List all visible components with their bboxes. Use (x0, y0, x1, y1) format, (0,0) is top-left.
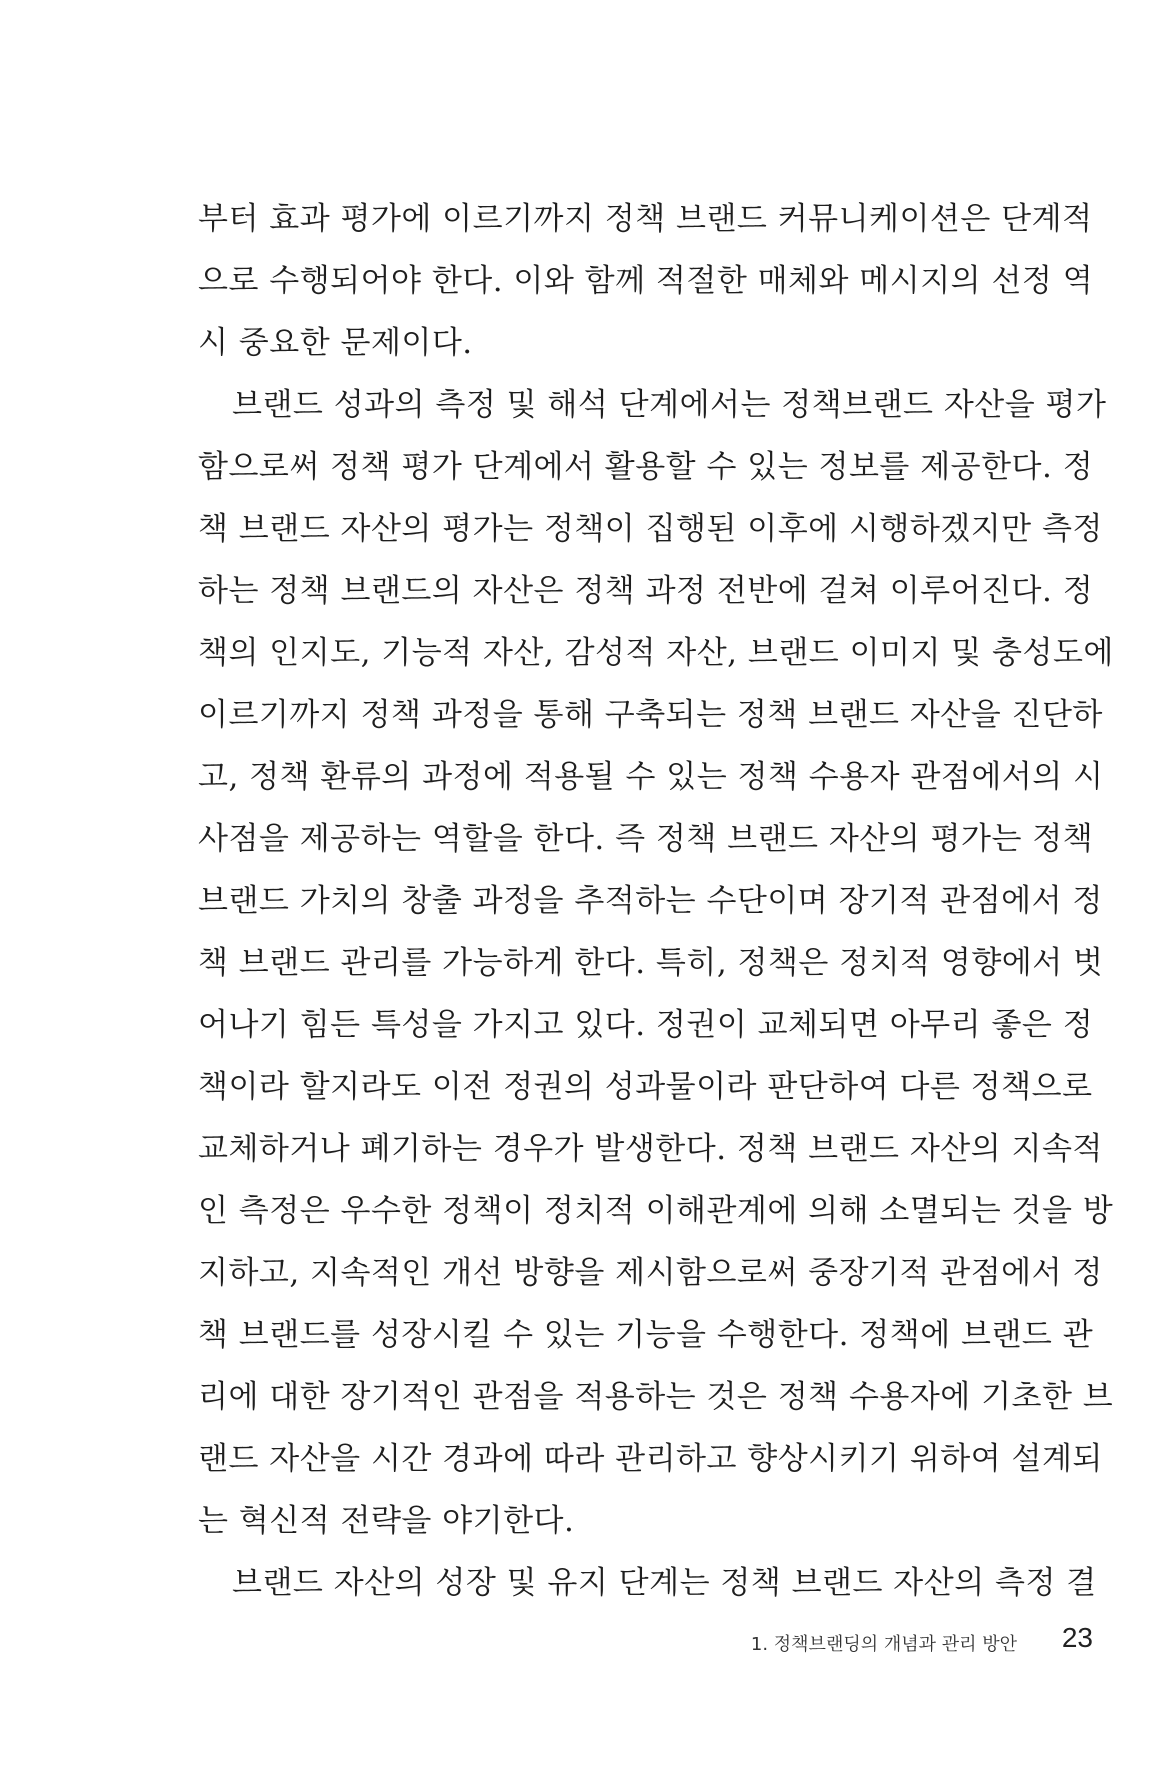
page-number: 23 (1061, 1622, 1093, 1653)
text-line: 하는 정책 브랜드의 자산은 정책 과정 전반에 걸쳐 이루어진다. 정 (198, 573, 1094, 609)
running-title: 1. 정책브랜딩의 개념과 관리 방안 (750, 1634, 1017, 1655)
text-line: 으로 수행되어야 한다. 이와 함께 적절한 매체와 메시지의 선정 역 (198, 263, 1094, 299)
text-line: 브랜드 자산의 성장 및 유지 단계는 정책 브랜드 자산의 측정 결 (232, 1565, 1097, 1601)
text-line: 부터 효과 평가에 이르기까지 정책 브랜드 커뮤니케이션은 단계적 (198, 201, 1093, 237)
text-line: 인 측정은 우수한 정책이 정치적 이해관계에 의해 소멸되는 것을 방 (198, 1193, 1114, 1229)
text-line: 책 브랜드 관리를 가능하게 한다. 특히, 정책은 정치적 영향에서 벗 (198, 945, 1104, 981)
text-line: 고, 정책 환류의 과정에 적용될 수 있는 정책 수용자 관점에서의 시 (198, 759, 1104, 795)
text-line: 는 혁신적 전략을 야기한다. (198, 1503, 575, 1539)
text-line: 어나기 힘든 특성을 가지고 있다. 정권이 교체되면 아무리 좋은 정 (198, 1007, 1094, 1043)
text-line: 책이라 할지라도 이전 정권의 성과물이라 판단하여 다른 정책으로 (198, 1069, 1093, 1105)
text-line: 브랜드 가치의 창출 과정을 추적하는 수단이며 장기적 관점에서 정 (198, 883, 1103, 919)
text-line: 책 브랜드 자산의 평가는 정책이 집행된 이후에 시행하겠지만 측정 (198, 511, 1103, 547)
text-line: 시 중요한 문제이다. (198, 325, 473, 361)
text-line: 책 브랜드를 성장시킬 수 있는 기능을 수행한다. 정책에 브랜드 관 (198, 1317, 1094, 1353)
body-text (198, 188, 1114, 1614)
text-line: 리에 대한 장기적인 관점을 적용하는 것은 정책 수용자에 기초한 브 (198, 1379, 1114, 1415)
text-line: 지하고, 지속적인 개선 방향을 제시함으로써 중장기적 관점에서 정 (198, 1255, 1103, 1291)
text-line: 이르기까지 정책 과정을 통해 구축되는 정책 브랜드 자산을 진단하 (198, 697, 1103, 733)
text-line: 교체하거나 폐기하는 경우가 발생한다. 정책 브랜드 자산의 지속적 (198, 1131, 1103, 1167)
page-footer (0, 1622, 1165, 1662)
text-line: 랜드 자산을 시간 경과에 따라 관리하고 향상시키기 위하여 설계되 (198, 1441, 1103, 1477)
text-line: 책의 인지도, 기능적 자산, 감성적 자산, 브랜드 이미지 및 충성도에 (198, 635, 1114, 671)
text-line: 브랜드 성과의 측정 및 해석 단계에서는 정책브랜드 자산을 평가 (232, 387, 1107, 423)
text-line: 사점을 제공하는 역할을 한다. 즉 정책 브랜드 자산의 평가는 정책 (198, 821, 1094, 857)
text-line: 함으로써 정책 평가 단계에서 활용할 수 있는 정보를 제공한다. 정 (198, 449, 1094, 485)
